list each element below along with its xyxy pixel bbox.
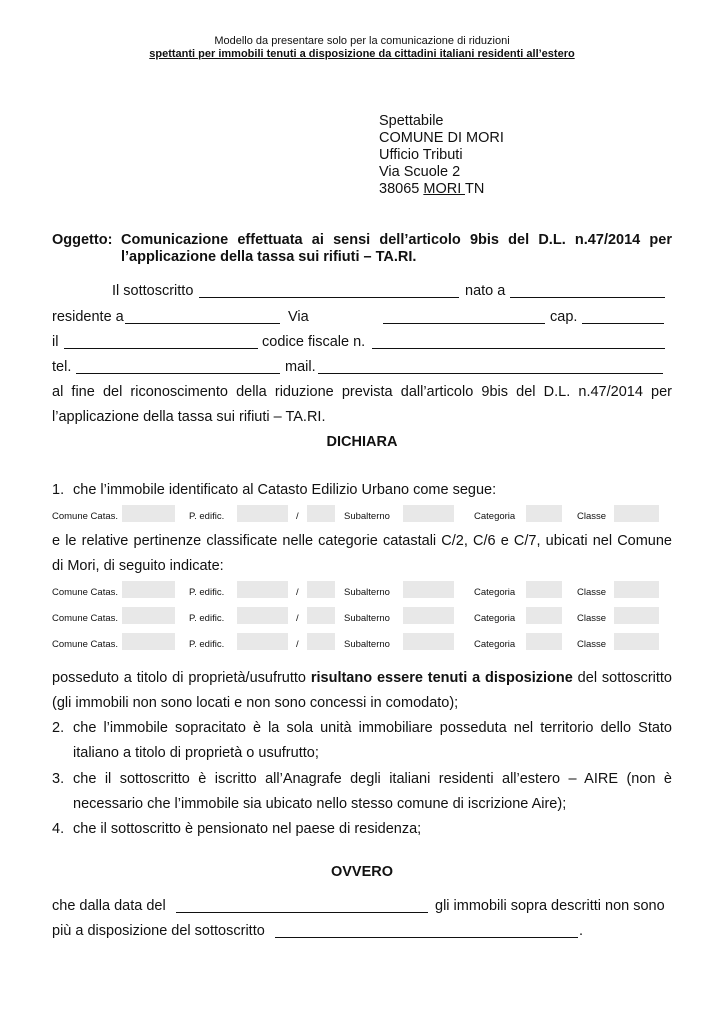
catasto-categoria-label: Categoria: [474, 613, 516, 624]
catasto-comune-label: Comune Catas.: [52, 587, 119, 598]
catasto-pedific-label: P. edific.: [189, 639, 225, 650]
posseduto-text-b: risultano essere tenuti a disposizione: [310, 670, 573, 686]
item-3-line-1: che il sottoscritto è iscritto all’Anagrafe degli italiani residenti all’estero – AIRE (non è: [73, 771, 672, 787]
catasto-classe-field[interactable]: [614, 607, 659, 624]
catasto-categoria-label: Categoria: [474, 587, 516, 598]
address-line-5: [379, 181, 484, 197]
address-city: MORI: [423, 181, 465, 197]
catasto-categoria-field[interactable]: [526, 581, 562, 598]
catasto-categoria-label: Categoria: [474, 639, 516, 650]
address-line-3: Ufficio Tributi: [379, 147, 463, 163]
address-cap: 38065: [379, 181, 424, 197]
catasto-subalterno-label: Subalterno: [344, 511, 390, 522]
address-line-1: Spettabile: [379, 113, 444, 129]
catasto-classe-field[interactable]: [614, 505, 659, 522]
catasto-subalterno-label: Subalterno: [344, 639, 390, 650]
catasto-classe-field[interactable]: [614, 633, 659, 650]
catasto-pedific2-field[interactable]: [307, 607, 335, 624]
final-text-c: più a disposizione del sottoscritto: [52, 923, 265, 939]
final-text-d: .: [579, 923, 584, 939]
catasto-categoria-field[interactable]: [526, 607, 562, 624]
address-line-4: Via Scuole 2: [379, 164, 461, 180]
catasto-classe-label: Classe: [577, 613, 607, 624]
catasto-pedific2-field[interactable]: [307, 633, 335, 650]
catasto-slash: /: [296, 587, 299, 598]
catasto-pedific-label: P. edific.: [189, 587, 225, 598]
catasto-pedific-field[interactable]: [237, 581, 288, 598]
item-2-line-1: che l’immobile sopracitato è la sola unità immobiliare posseduta nel territorio dello Stato: [73, 720, 672, 736]
label-codice-fiscale: codice fiscale n.: [262, 334, 366, 350]
catasto-subalterno-label: Subalterno: [344, 613, 390, 624]
label-il: il: [52, 334, 59, 350]
ovvero-heading: OVVERO: [330, 864, 394, 880]
catasto-comune-label: Comune Catas.: [52, 511, 119, 522]
catasto-subalterno-field[interactable]: [403, 607, 454, 624]
label-mail: mail.: [285, 359, 316, 375]
posseduto-line-2: (gli immobili non sono locati e non sono concessi in comodato);: [52, 695, 459, 711]
field-mail[interactable]: [318, 359, 663, 374]
catasto-pedific-field[interactable]: [237, 607, 288, 624]
posseduto-line-1: [52, 670, 672, 686]
catasto-slash: /: [296, 639, 299, 650]
object-line-1: Comunicazione effettuata ai sensi dell’articolo 9bis del D.L. n.47/2014 per: [121, 232, 672, 248]
catasto-pedific-label: P. edific.: [189, 613, 225, 624]
address-prov: TN: [464, 181, 485, 197]
catasto-subalterno-label: Subalterno: [344, 587, 390, 598]
catasto-categoria-label: Categoria: [474, 511, 516, 522]
catasto-pedific2-field[interactable]: [307, 505, 335, 522]
catasto-comune-label: Comune Catas.: [52, 639, 119, 650]
item-2-number: 2.: [52, 720, 65, 736]
catasto-comune-field[interactable]: [122, 505, 175, 522]
field-cap[interactable]: [582, 309, 664, 324]
field-sottoscritto[interactable]: [199, 283, 459, 298]
purpose-line-2: l’applicazione della tassa sui rifiuti – TA.RI.: [52, 409, 326, 425]
final-text-b: gli immobili sopra descritti non sono: [435, 898, 665, 914]
item-1-text: che l’immobile identificato al Catasto Edilizio Urbano come segue:: [73, 482, 497, 498]
object-label: Oggetto:: [52, 232, 113, 248]
object-line-2: l’applicazione della tassa sui rifiuti – TA.RI.: [121, 249, 417, 265]
catasto-pedific-field[interactable]: [237, 633, 288, 650]
label-cap: cap.: [550, 309, 578, 325]
label-via: Via: [288, 309, 309, 325]
label-nato: nato a: [465, 283, 506, 299]
field-codice-fiscale[interactable]: [372, 334, 665, 349]
field-via[interactable]: [383, 309, 545, 324]
item-3-number: 3.: [52, 771, 65, 787]
catasto-subalterno-field[interactable]: [403, 633, 454, 650]
pertinenze-line-2: di Mori, di seguito indicate:: [52, 558, 224, 574]
catasto-pedific-field[interactable]: [237, 505, 288, 522]
posseduto-text-a: posseduto a titolo di proprietà/usufrutto: [52, 670, 311, 686]
catasto-categoria-field[interactable]: [526, 633, 562, 650]
label-sottoscritto: Il sottoscritto: [112, 283, 194, 299]
item-4-number: 4.: [52, 821, 65, 837]
catasto-categoria-field[interactable]: [526, 505, 562, 522]
catasto-subalterno-field[interactable]: [403, 505, 454, 522]
item-1-number: 1.: [52, 482, 65, 498]
catasto-classe-label: Classe: [577, 587, 607, 598]
field-nato[interactable]: [510, 283, 665, 298]
catasto-pedific2-field[interactable]: [307, 581, 335, 598]
header-line-2: spettanti per immobili tenuti a disposizione da cittadini italiani residenti all’estero: [149, 48, 575, 60]
field-tel[interactable]: [76, 359, 280, 374]
catasto-slash: /: [296, 613, 299, 624]
catasto-subalterno-field[interactable]: [403, 581, 454, 598]
catasto-classe-field[interactable]: [614, 581, 659, 598]
catasto-comune-field[interactable]: [122, 581, 175, 598]
label-residente: residente a: [52, 309, 124, 325]
field-data-nascita[interactable]: [64, 334, 258, 349]
catasto-comune-field[interactable]: [122, 633, 175, 650]
address-line-2: COMUNE DI MORI: [379, 130, 504, 146]
field-data[interactable]: [176, 898, 428, 913]
catasto-classe-label: Classe: [577, 639, 607, 650]
field-residente[interactable]: [125, 309, 280, 324]
posseduto-text-c: del sottoscritto: [572, 670, 672, 686]
header-line-1: Modello da presentare solo per la comunicazione di riduzioni: [214, 35, 510, 47]
catasto-classe-label: Classe: [577, 511, 607, 522]
catasto-comune-label: Comune Catas.: [52, 613, 119, 624]
pertinenze-line-1: e le relative pertinenze classificate nelle categorie catastali C/2, C/6 e C/7, ubicati nel Comune: [52, 533, 672, 549]
field-sottoscritto-final[interactable]: [275, 923, 578, 938]
item-3-line-2: necessario che l’immobile sia ubicato nello stesso comune di iscrizione Aire);: [73, 796, 567, 812]
dichiara-heading: DICHIARA: [326, 434, 398, 450]
catasto-slash: /: [296, 511, 299, 522]
item-2-line-2: italiano a titolo di proprietà o usufrutto;: [73, 745, 319, 761]
catasto-comune-field[interactable]: [122, 607, 175, 624]
item-4-line-1: che il sottoscritto è pensionato nel paese di residenza;: [73, 821, 422, 837]
final-text-a: che dalla data del: [52, 898, 166, 914]
catasto-pedific-label: P. edific.: [189, 511, 225, 522]
label-tel: tel.: [52, 359, 72, 375]
purpose-line-1: al fine del riconoscimento della riduzione prevista dall’articolo 9bis del D.L. n.47/2014 per: [52, 384, 672, 400]
